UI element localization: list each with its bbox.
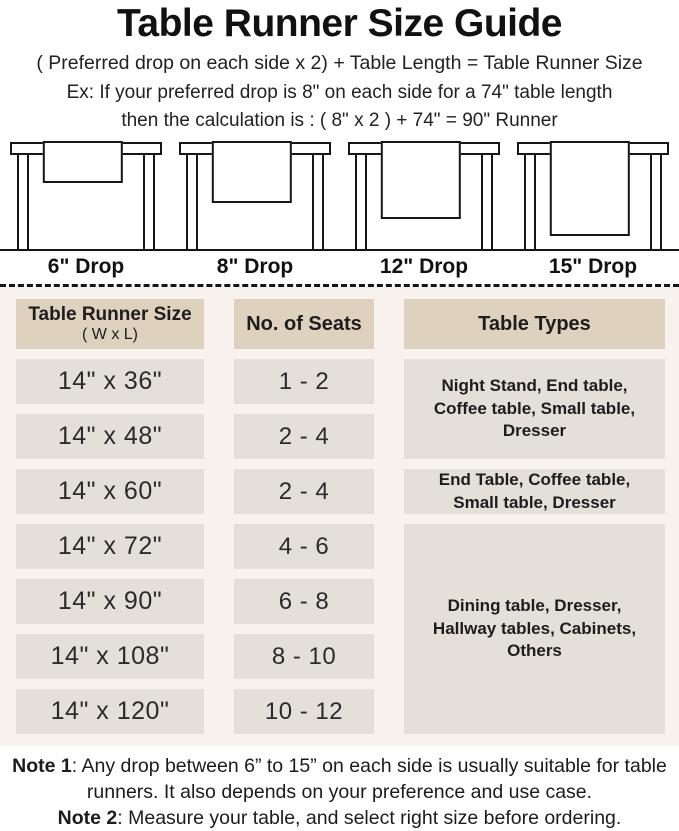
seats-cell: 10 - 12 <box>234 689 374 734</box>
note-1-label: Note 1 <box>12 755 72 777</box>
table-leg <box>355 154 367 251</box>
table-illustration-8-drop <box>179 141 331 251</box>
size-cell: 14" x 36" <box>16 359 204 404</box>
table-leg <box>312 154 324 251</box>
table-illustration-6-drop <box>10 141 162 251</box>
drop-diagram-row <box>0 141 679 251</box>
size-cell: 14" x 108" <box>16 634 204 679</box>
runner-6-drop <box>43 141 123 183</box>
table-leg <box>481 154 493 251</box>
drop-label-15: 15" Drop <box>548 255 638 278</box>
drop-label-12: 12" Drop <box>379 255 469 278</box>
runner-12-drop <box>381 141 461 219</box>
notes <box>0 746 679 831</box>
header-cell-types: Table Types <box>404 299 665 349</box>
note-1-text: : Any drop between 6” to 15” on each side is usually suitable for table runners. It also depends on your preference and use case. <box>71 755 667 804</box>
size-guide-table <box>0 287 679 746</box>
drop-labels-row <box>0 251 679 284</box>
seats-cell: 6 - 8 <box>234 579 374 624</box>
table-leg <box>17 154 29 251</box>
example-line-1: Ex: If your preferred drop is 8" on each side for a 74" table length <box>66 82 613 103</box>
header-size-title: Table Runner Size <box>28 303 192 325</box>
note-2-label: Note 2 <box>57 807 118 830</box>
table-types-cell: End Table, Coffee table, Small table, Dresser <box>404 469 665 514</box>
drop-label-6: 6" Drop <box>47 255 125 278</box>
seats-cell: 2 - 4 <box>234 469 374 514</box>
size-cell: 14" x 120" <box>16 689 204 734</box>
drop-label-8: 8" Drop <box>216 255 294 278</box>
table-illustration-15-drop <box>517 141 669 251</box>
table-leg <box>143 154 155 251</box>
table-leg <box>650 154 662 251</box>
table-leg <box>524 154 536 251</box>
example-line-2: then the calculation is : ( 8" x 2 ) + 74" = 90" Runner <box>121 110 558 131</box>
note-2 <box>4 805 675 831</box>
seats-cell: 4 - 6 <box>234 524 374 569</box>
seats-cell: 2 - 4 <box>234 414 374 459</box>
size-cell: 14" x 90" <box>16 579 204 624</box>
size-cell: 14" x 72" <box>16 524 204 569</box>
table-leg <box>186 154 198 251</box>
table-illustration-12-drop <box>348 141 500 251</box>
size-cell: 14" x 60" <box>16 469 204 514</box>
header-cell-seats: No. of Seats <box>234 299 374 349</box>
page-title: Table Runner Size Guide <box>116 2 563 45</box>
runner-15-drop <box>550 141 630 236</box>
header-size-sub: ( W x L) <box>82 325 138 343</box>
seats-cell: 8 - 10 <box>234 634 374 679</box>
header <box>0 0 679 132</box>
table-types-cell: Night Stand, End table, Coffee table, Small table, Dresser <box>404 359 665 459</box>
table-types-cell: Dining table, Dresser, Hallway tables, Cabinets, Others <box>404 524 665 734</box>
size-cell: 14" x 48" <box>16 414 204 459</box>
seats-cell: 1 - 2 <box>234 359 374 404</box>
formula-line: ( Preferred drop on each side x 2) + Table Length = Table Runner Size <box>36 52 643 74</box>
note-2-text: : Measure your table, and select right size before ordering. <box>117 807 622 830</box>
note-1 <box>4 753 675 805</box>
runner-8-drop <box>212 141 292 203</box>
header-cell-size <box>16 299 204 349</box>
